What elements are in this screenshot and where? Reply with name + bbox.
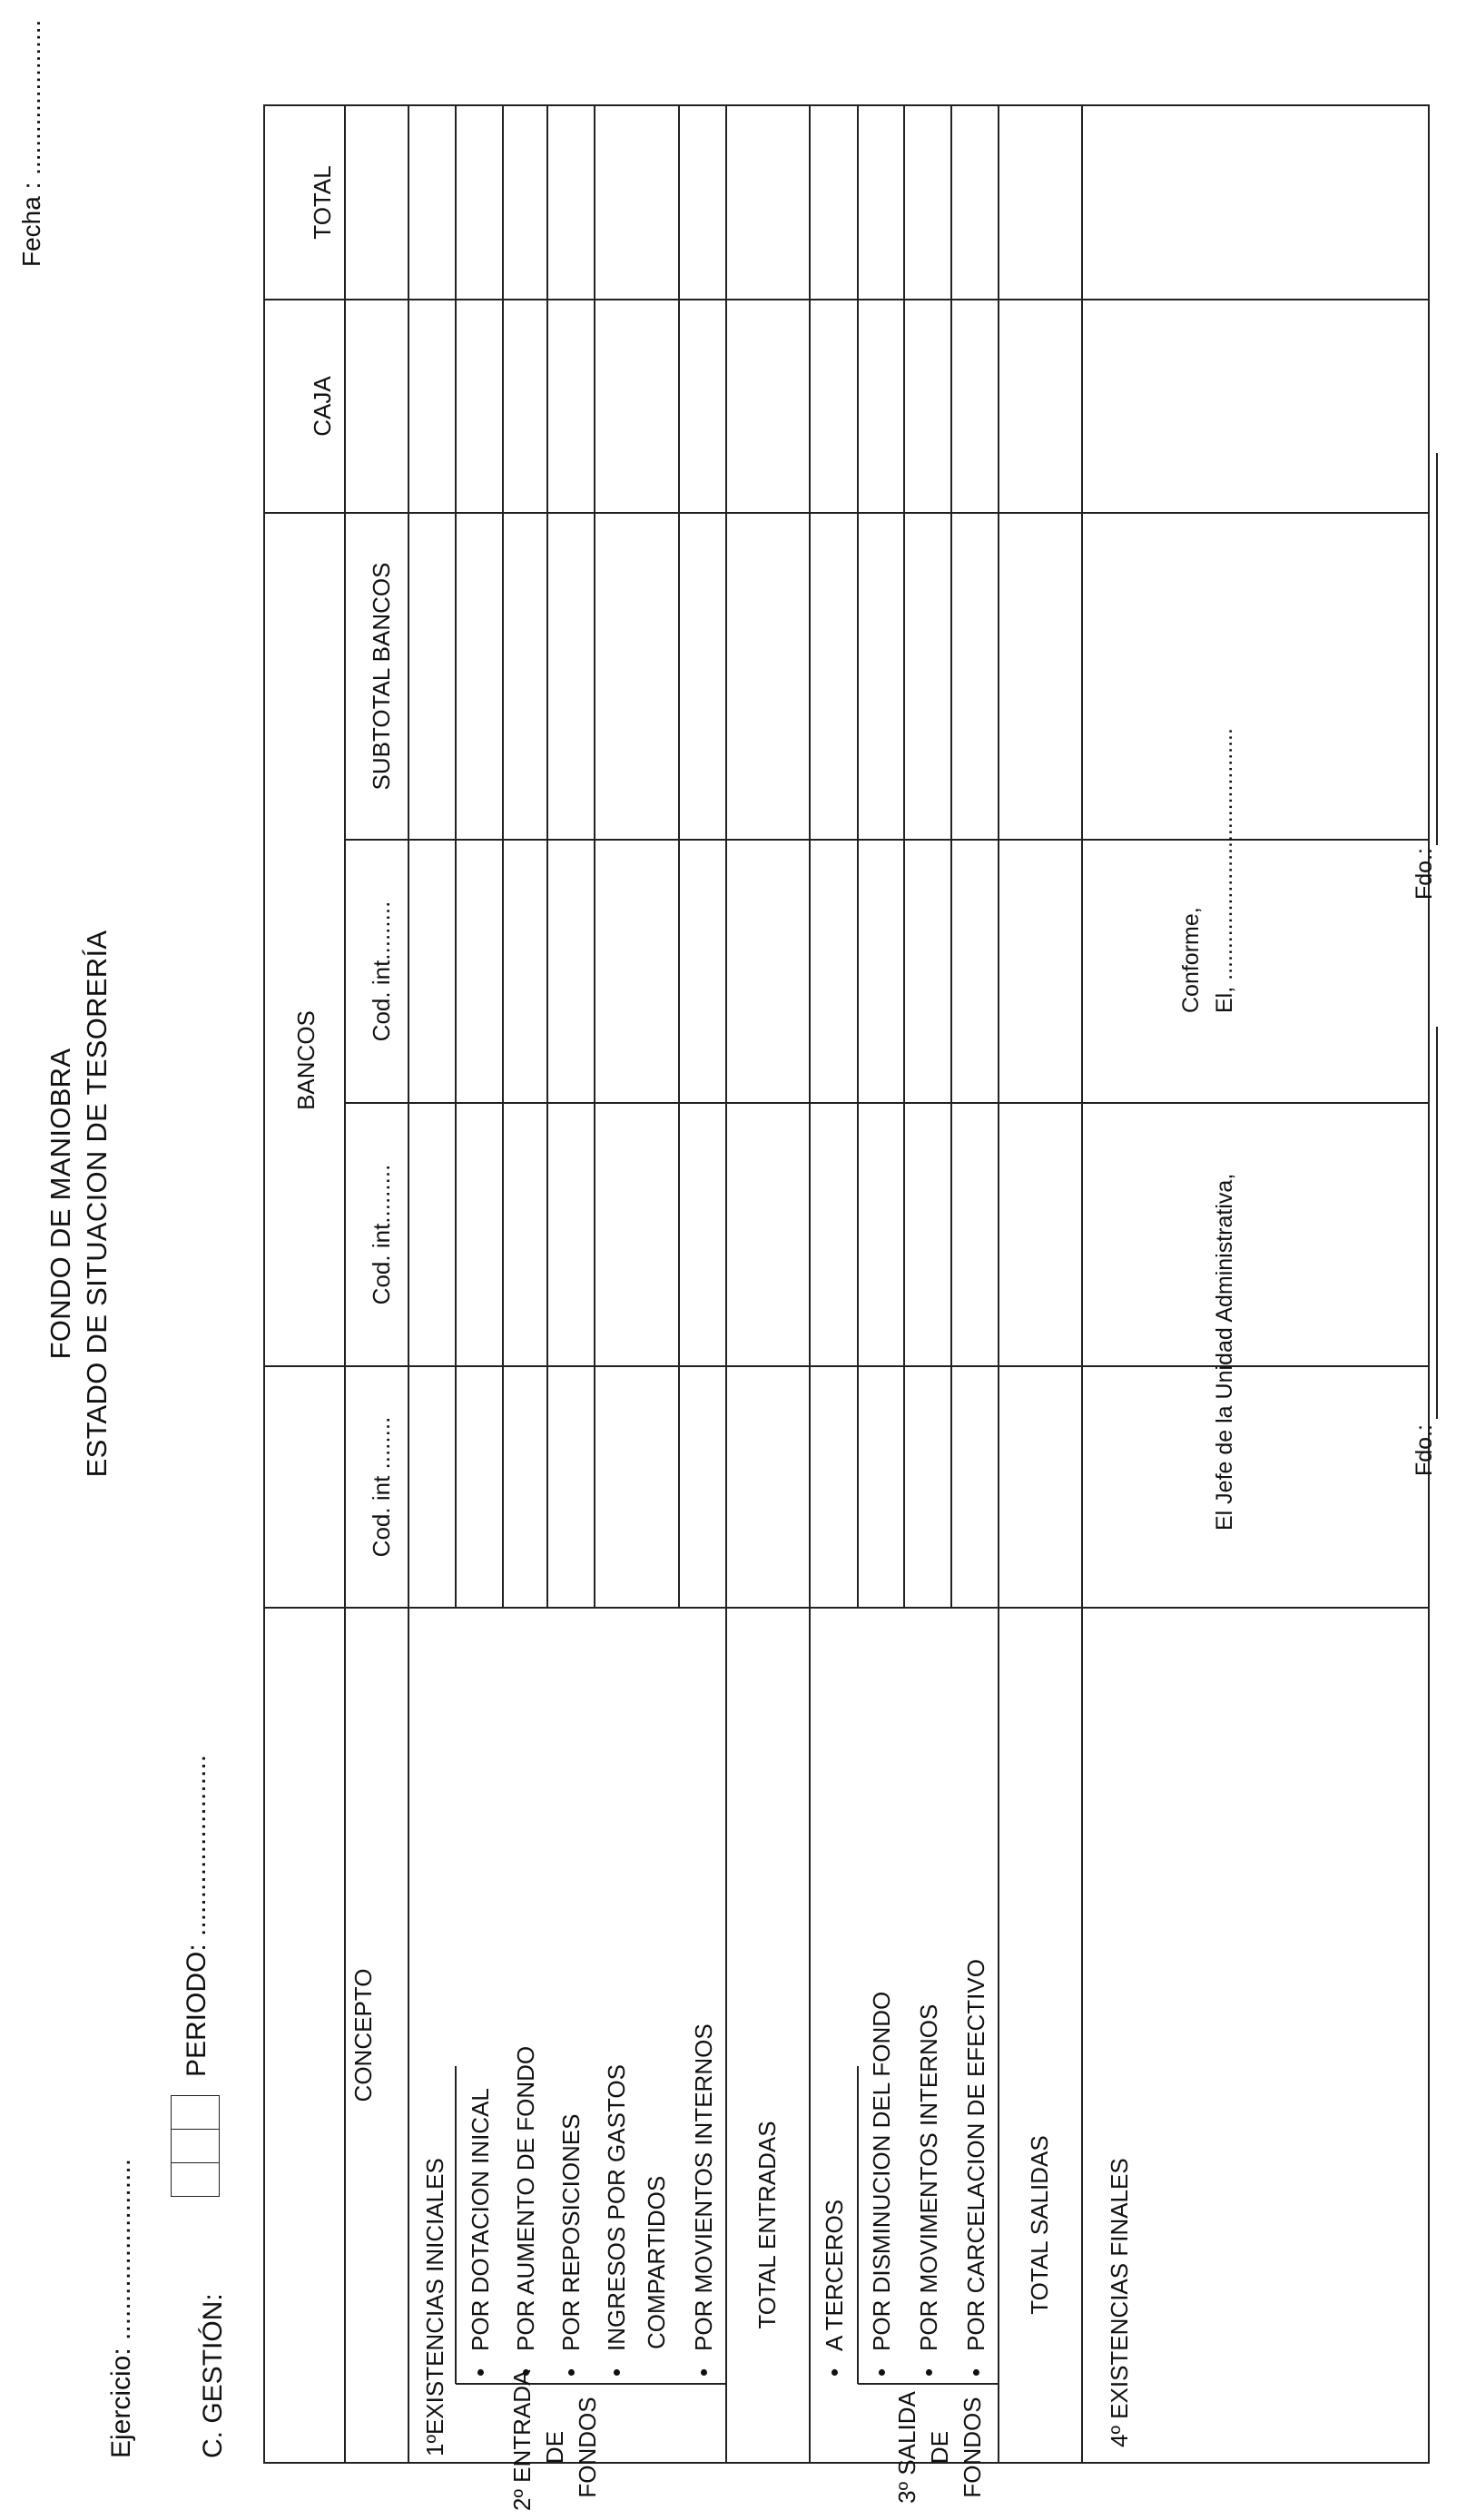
entrada-item: • INGRESOS POR GASTOS <box>603 2064 631 2375</box>
total-salidas: TOTAL SALIDAS <box>1026 2135 1053 2315</box>
header-total: TOTAL <box>309 165 336 240</box>
periodo-field[interactable]: PERIODO: ........................ <box>182 1754 212 2077</box>
gestion-label: C. GESTIÓN: <box>198 2293 228 2458</box>
row-existencias-finales: 4º EXISTENCIAS FINALES <box>1106 2158 1133 2447</box>
banco-col-2: Cod. int......... <box>368 1164 395 1305</box>
salida-item: • POR MOVIMENTOS INTERNOS <box>915 2004 943 2375</box>
entrada-item: • POR AUMENTO DE FONDO <box>512 2046 540 2375</box>
entrada-group-line1: 2º ENTRADA <box>508 2369 536 2511</box>
form-subtitle: ESTADO DE SITUACION DE TESORERÍA <box>81 930 113 1478</box>
total-entradas: TOTAL ENTRADAS <box>753 2121 781 2329</box>
banco-col-1: Cod. int ........ <box>368 1416 395 1558</box>
entrada-item: • POR MOVIENTOS INTERNOS <box>690 2023 718 2375</box>
subtotal-bancos-col: SUBTOTAL BANCOS <box>368 562 395 791</box>
salida-group-line2: DE <box>926 2430 953 2465</box>
salida-item: • A TERCEROS <box>821 2200 849 2375</box>
entrada-group-line3: FONDOS <box>574 2397 601 2498</box>
entrada-group-line2: DE <box>541 2430 568 2465</box>
jefe-signature-label: El Jefe de la Unidad Administrativa, <box>1212 1173 1237 1531</box>
fdo-left-label: Fdo.: <box>1412 1424 1437 1476</box>
gestion-code-boxes[interactable] <box>171 2095 220 2197</box>
salida-item: • POR CARCELACION DE EFECTIVO <box>962 1959 990 2375</box>
ejercicio-field[interactable]: Ejercicio: ........................ <box>106 2158 136 2458</box>
header-concepto: CONCEPTO <box>349 1968 377 2102</box>
conforme-el-field[interactable]: El, ........................................ <box>1212 728 1237 1013</box>
fecha-field[interactable]: Fecha : ...................... <box>17 19 45 267</box>
entrada-item: • POR DOTACION INICAL <box>467 2088 495 2375</box>
salida-group-line1: 3º SALIDA <box>893 2391 920 2504</box>
form-title: FONDO DE MANIOBRA <box>44 1048 76 1360</box>
conforme-label: Conforme, <box>1178 907 1204 1013</box>
fdo-left-line[interactable] <box>1436 1027 1438 1419</box>
row-existencias-iniciales: 1ºEXISTENCIAS INICIALES <box>421 2158 448 2456</box>
salida-item: • POR DISMINUCION DEL FONDO <box>868 1992 896 2375</box>
banco-col-3: Cod. int......... <box>368 901 395 1042</box>
header-bancos: BANCOS <box>292 1010 320 1110</box>
fdo-right-line[interactable] <box>1436 453 1438 845</box>
fdo-right-label: Fdo.: <box>1412 848 1437 900</box>
entrada-item: • POR REPOSICIONES <box>557 2114 585 2376</box>
header-caja: CAJA <box>309 376 336 437</box>
salida-group-line3: FONDOS <box>959 2397 986 2498</box>
entrada-item-cont: COMPARTIDOS <box>643 2175 670 2349</box>
